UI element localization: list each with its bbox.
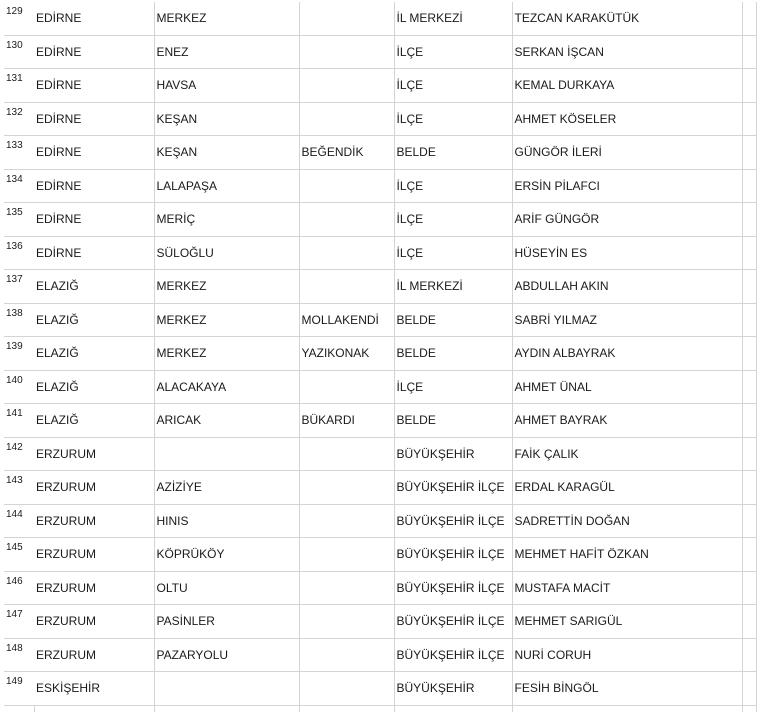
table-row xyxy=(4,35,756,69)
town-cell[interactable] xyxy=(299,437,394,471)
empty-cell[interactable] xyxy=(742,169,756,203)
town-cell[interactable] xyxy=(299,35,394,69)
district-cell[interactable]: MERKEZ xyxy=(154,303,299,337)
district-cell[interactable]: ALACAKAYA xyxy=(154,370,299,404)
town-cell[interactable] xyxy=(299,504,394,538)
type-cell[interactable]: İLÇE xyxy=(394,169,512,203)
spreadsheet xyxy=(4,2,756,712)
province-cell[interactable]: ERZURUM xyxy=(34,471,154,505)
town-cell[interactable] xyxy=(299,236,394,270)
town-cell[interactable] xyxy=(299,605,394,639)
table-row xyxy=(4,370,756,404)
town-cell[interactable] xyxy=(299,203,394,237)
province-cell[interactable]: EDİRNE xyxy=(34,102,154,136)
mayor-cell[interactable]: ERDAL KARAGÜL xyxy=(512,471,742,505)
mayor-cell[interactable]: SADRETTİN DOĞAN xyxy=(512,504,742,538)
row-number[interactable]: 139 xyxy=(4,337,34,371)
empty-cell[interactable] xyxy=(742,672,756,706)
type-cell[interactable]: BELDE xyxy=(394,404,512,438)
row-number[interactable]: 129 xyxy=(4,2,34,35)
district-cell[interactable]: MERKEZ xyxy=(154,2,299,35)
mayor-cell[interactable]: FAİK ÇALIK xyxy=(512,437,742,471)
district-cell[interactable]: LALAPAŞA xyxy=(154,169,299,203)
district-cell[interactable]: KEŞAN xyxy=(154,136,299,170)
district-cell[interactable]: MERKEZ xyxy=(154,270,299,304)
mayor-cell[interactable]: SERKAN İŞCAN xyxy=(512,35,742,69)
empty-cell[interactable] xyxy=(742,638,756,672)
row-number[interactable]: 130 xyxy=(4,35,34,69)
table-row xyxy=(4,236,756,270)
type-cell[interactable]: İLÇE xyxy=(394,102,512,136)
district-cell[interactable]: OLTU xyxy=(154,571,299,605)
empty-cell xyxy=(394,705,512,712)
town-cell[interactable]: YAZIKONAK xyxy=(299,337,394,371)
type-cell[interactable]: BÜYÜKŞEHİR İLÇE xyxy=(394,638,512,672)
province-cell[interactable]: EDİRNE xyxy=(34,2,154,35)
town-cell[interactable] xyxy=(299,638,394,672)
town-cell[interactable]: MOLLAKENDİ xyxy=(299,303,394,337)
mayor-cell[interactable]: ARİF GÜNGÖR xyxy=(512,203,742,237)
row-number[interactable]: 134 xyxy=(4,169,34,203)
mayor-cell[interactable]: AHMET BAYRAK xyxy=(512,404,742,438)
district-cell[interactable]: HAVSA xyxy=(154,69,299,103)
row-number[interactable]: 141 xyxy=(4,404,34,438)
row-number[interactable]: 148 xyxy=(4,638,34,672)
type-cell[interactable]: İLÇE xyxy=(394,69,512,103)
type-cell[interactable]: İLÇE xyxy=(394,203,512,237)
type-cell[interactable]: BÜYÜKŞEHİR xyxy=(394,437,512,471)
row-number[interactable]: 136 xyxy=(4,236,34,270)
type-cell[interactable]: İL MERKEZİ xyxy=(394,2,512,35)
empty-cell xyxy=(299,705,394,712)
type-cell[interactable]: İL MERKEZİ xyxy=(394,270,512,304)
row-number[interactable]: 143 xyxy=(4,471,34,505)
town-cell[interactable] xyxy=(299,672,394,706)
province-cell[interactable]: ERZURUM xyxy=(34,437,154,471)
row-number[interactable]: 144 xyxy=(4,504,34,538)
province-cell[interactable]: EDİRNE xyxy=(34,169,154,203)
table-row xyxy=(4,404,756,438)
empty-cell[interactable] xyxy=(742,270,756,304)
town-cell[interactable] xyxy=(299,370,394,404)
empty-cell[interactable] xyxy=(742,605,756,639)
mayor-cell[interactable]: MUSTAFA MACİT xyxy=(512,571,742,605)
empty-cell[interactable] xyxy=(742,2,756,35)
province-cell[interactable]: ERZURUM xyxy=(34,571,154,605)
empty-cell[interactable] xyxy=(742,504,756,538)
mayor-cell[interactable]: NURİ CORUH xyxy=(512,638,742,672)
table-row xyxy=(4,203,756,237)
type-cell[interactable]: BÜYÜKŞEHİR İLÇE xyxy=(394,571,512,605)
empty-cell xyxy=(154,705,299,712)
row-number[interactable]: 137 xyxy=(4,270,34,304)
empty-cell xyxy=(742,705,756,712)
table-row xyxy=(4,169,756,203)
row-number[interactable]: 146 xyxy=(4,571,34,605)
district-cell[interactable]: ARICAK xyxy=(154,404,299,438)
empty-cell xyxy=(512,705,742,712)
district-cell[interactable]: MERKEZ xyxy=(154,337,299,371)
table-row xyxy=(4,437,756,471)
district-cell[interactable]: KEŞAN xyxy=(154,102,299,136)
empty-cell[interactable] xyxy=(742,404,756,438)
district-cell[interactable]: AZİZİYE xyxy=(154,471,299,505)
district-cell[interactable]: PAZARYOLU xyxy=(154,638,299,672)
town-cell[interactable] xyxy=(299,538,394,572)
empty-cell[interactable] xyxy=(742,337,756,371)
type-cell[interactable]: İLÇE xyxy=(394,370,512,404)
mayor-cell[interactable]: ERSİN PİLAFCI xyxy=(512,169,742,203)
district-cell[interactable]: KÖPRÜKÖY xyxy=(154,538,299,572)
table-row xyxy=(4,337,756,371)
mayor-cell[interactable]: TEZCAN KARAKÜTÜK xyxy=(512,2,742,35)
province-cell[interactable]: ELAZIĞ xyxy=(34,370,154,404)
type-cell[interactable]: BÜYÜKŞEHİR xyxy=(394,672,512,706)
type-cell[interactable]: BELDE xyxy=(394,303,512,337)
type-cell[interactable]: İLÇE xyxy=(394,35,512,69)
province-cell[interactable]: EDİRNE xyxy=(34,203,154,237)
mayor-cell[interactable]: MEHMET SARIGÜL xyxy=(512,605,742,639)
type-cell[interactable]: BELDE xyxy=(394,337,512,371)
table-row xyxy=(4,538,756,572)
table-row xyxy=(4,638,756,672)
town-cell[interactable] xyxy=(299,102,394,136)
district-cell[interactable]: PASİNLER xyxy=(154,605,299,639)
town-cell[interactable] xyxy=(299,2,394,35)
table-row xyxy=(4,270,756,304)
province-cell[interactable]: ELAZIĞ xyxy=(34,270,154,304)
empty-cell xyxy=(4,705,34,712)
row-number[interactable]: 135 xyxy=(4,203,34,237)
row-number[interactable]: 131 xyxy=(4,69,34,103)
table-row xyxy=(4,471,756,505)
table-row xyxy=(4,504,756,538)
mayor-cell[interactable]: ABDULLAH AKIN xyxy=(512,270,742,304)
type-cell[interactable]: BÜYÜKŞEHİR İLÇE xyxy=(394,504,512,538)
mayor-cell[interactable]: AHMET KÖSELER xyxy=(512,102,742,136)
table-row xyxy=(4,571,756,605)
table-row xyxy=(4,2,756,35)
mayor-cell[interactable]: FESİH BİNGÖL xyxy=(512,672,742,706)
district-cell[interactable]: HINIS xyxy=(154,504,299,538)
town-cell[interactable] xyxy=(299,69,394,103)
row-number[interactable]: 133 xyxy=(4,136,34,170)
district-cell[interactable]: MERİÇ xyxy=(154,203,299,237)
empty-cell[interactable] xyxy=(742,236,756,270)
type-cell[interactable]: BELDE xyxy=(394,136,512,170)
province-cell[interactable]: EDİRNE xyxy=(34,35,154,69)
table-row-partial xyxy=(4,705,756,712)
town-cell[interactable] xyxy=(299,571,394,605)
mayor-cell[interactable]: MEHMET HAFİT ÖZKAN xyxy=(512,538,742,572)
mayor-cell[interactable]: AYDIN ALBAYRAK xyxy=(512,337,742,371)
type-cell[interactable]: İLÇE xyxy=(394,236,512,270)
mayor-cell[interactable]: SABRİ YILMAZ xyxy=(512,303,742,337)
empty-cell[interactable] xyxy=(742,538,756,572)
province-cell[interactable]: ERZURUM xyxy=(34,638,154,672)
district-cell[interactable] xyxy=(154,437,299,471)
table-row xyxy=(4,303,756,337)
row-number[interactable]: 140 xyxy=(4,370,34,404)
town-cell[interactable] xyxy=(299,169,394,203)
type-cell[interactable]: BÜYÜKŞEHİR İLÇE xyxy=(394,471,512,505)
province-cell[interactable]: EDİRNE xyxy=(34,236,154,270)
empty-cell[interactable] xyxy=(742,437,756,471)
empty-cell[interactable] xyxy=(742,102,756,136)
row-number[interactable]: 147 xyxy=(4,605,34,639)
province-cell[interactable]: ESKİŞEHİR xyxy=(34,672,154,706)
province-cell[interactable]: ERZURUM xyxy=(34,504,154,538)
province-cell[interactable]: ELAZIĞ xyxy=(34,404,154,438)
town-cell[interactable] xyxy=(299,270,394,304)
row-number[interactable]: 145 xyxy=(4,538,34,572)
empty-cell[interactable] xyxy=(742,303,756,337)
district-cell[interactable]: SÜLOĞLU xyxy=(154,236,299,270)
table-row xyxy=(4,69,756,103)
empty-cell[interactable] xyxy=(742,571,756,605)
empty-cell[interactable] xyxy=(742,35,756,69)
mayors-table xyxy=(4,2,757,712)
province-cell[interactable]: ERZURUM xyxy=(34,605,154,639)
row-number[interactable]: 142 xyxy=(4,437,34,471)
mayor-cell[interactable]: HÜSEYİN ES xyxy=(512,236,742,270)
empty-cell[interactable] xyxy=(742,203,756,237)
town-cell[interactable] xyxy=(299,471,394,505)
table-row xyxy=(4,605,756,639)
row-number[interactable]: 138 xyxy=(4,303,34,337)
empty-cell[interactable] xyxy=(742,370,756,404)
row-number[interactable]: 149 xyxy=(4,672,34,706)
province-cell[interactable]: EDİRNE xyxy=(34,136,154,170)
type-cell[interactable]: BÜYÜKŞEHİR İLÇE xyxy=(394,538,512,572)
town-cell[interactable]: BÜKARDI xyxy=(299,404,394,438)
mayor-cell[interactable]: AHMET ÜNAL xyxy=(512,370,742,404)
type-cell[interactable]: BÜYÜKŞEHİR İLÇE xyxy=(394,605,512,639)
district-cell[interactable] xyxy=(154,672,299,706)
town-cell[interactable]: BEĞENDİK xyxy=(299,136,394,170)
mayor-cell[interactable]: GÜNGÖR İLERİ xyxy=(512,136,742,170)
table-row xyxy=(4,102,756,136)
mayor-cell[interactable]: KEMAL DURKAYA xyxy=(512,69,742,103)
province-cell[interactable]: EDİRNE xyxy=(34,69,154,103)
empty-cell[interactable] xyxy=(742,471,756,505)
empty-cell[interactable] xyxy=(742,69,756,103)
table-body xyxy=(4,2,756,712)
row-number[interactable]: 132 xyxy=(4,102,34,136)
empty-cell xyxy=(34,705,154,712)
district-cell[interactable]: ENEZ xyxy=(154,35,299,69)
table-row xyxy=(4,136,756,170)
empty-cell[interactable] xyxy=(742,136,756,170)
table-row xyxy=(4,672,756,706)
province-cell[interactable]: ERZURUM xyxy=(34,538,154,572)
province-cell[interactable]: ELAZIĞ xyxy=(34,303,154,337)
province-cell[interactable]: ELAZIĞ xyxy=(34,337,154,371)
